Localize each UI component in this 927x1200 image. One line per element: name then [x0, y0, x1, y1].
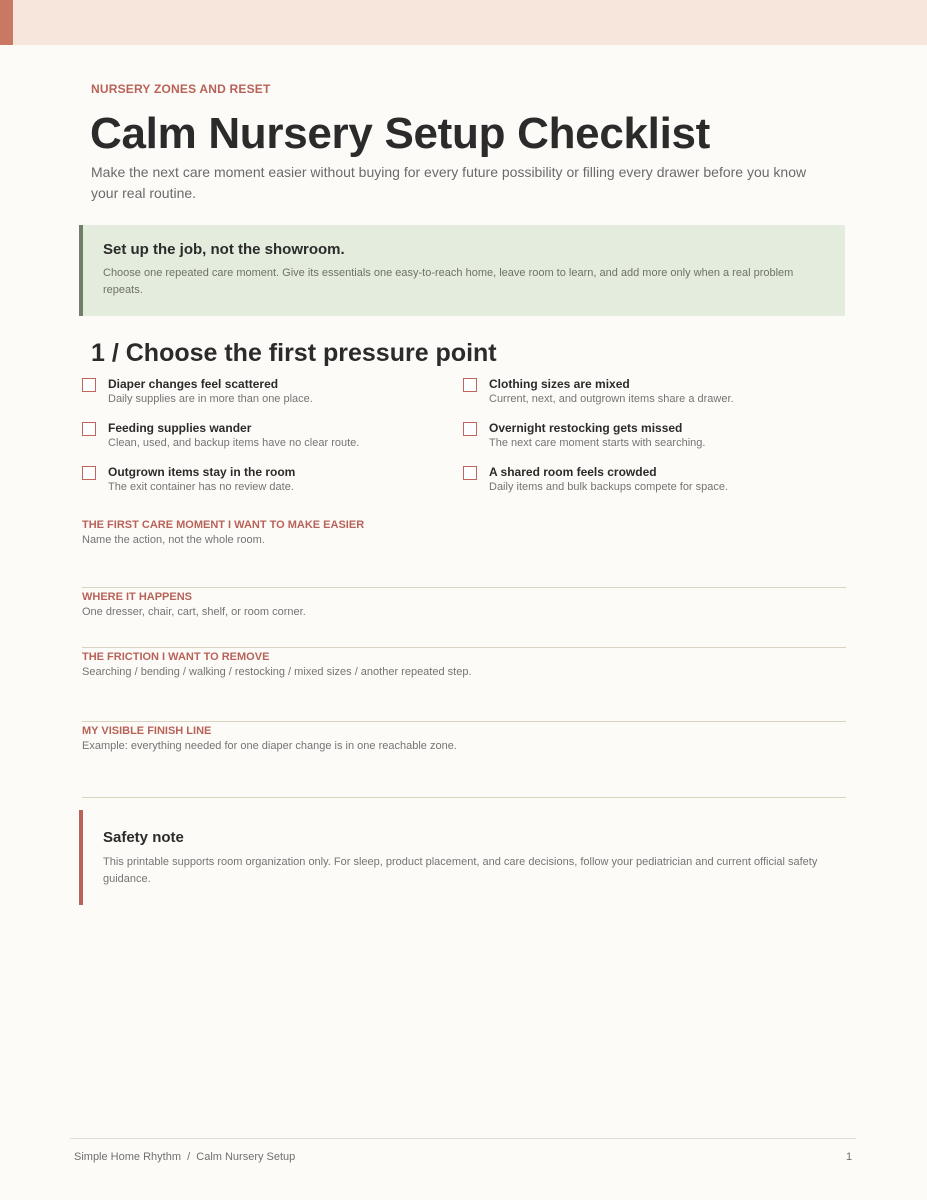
footer-breadcrumb-text: Simple Home Rhythm / Calm Nursery Setup	[74, 1151, 296, 1163]
top-accent-bar	[0, 0, 13, 45]
field-hint: Searching / bending / walking / restocking / mixed sizes / another repeated step.	[82, 666, 472, 678]
field-label: THE FIRST CARE MOMENT I WANT TO MAKE EASIER	[82, 519, 365, 531]
footer-divider	[70, 1138, 856, 1139]
checklist-item-description: Daily items and bulk backups compete for space.	[489, 481, 729, 493]
checkbox[interactable]	[82, 466, 96, 480]
tip-callout	[79, 225, 845, 316]
field-finish-line[interactable]	[82, 725, 846, 752]
checkbox[interactable]	[463, 422, 477, 436]
checkbox[interactable]	[82, 378, 96, 392]
checklist-item-title: Outgrown items stay in the room	[108, 465, 296, 479]
page-number: 1	[846, 1151, 853, 1163]
callout-body: Choose one repeated care moment. Give its essentials one easy-to-reach home, leave room to learn, and add more only when a real problem repeats.	[103, 267, 794, 296]
field-hint: Name the action, not the whole room.	[82, 534, 265, 546]
field-friction[interactable]	[82, 651, 846, 678]
safety-note	[79, 810, 845, 905]
checklist-item-title: Diaper changes feel scattered	[108, 377, 279, 391]
field-where-it-happens[interactable]	[82, 591, 846, 618]
write-line	[82, 797, 846, 798]
checklist-item-description: Clean, used, and backup items have no clear route.	[108, 437, 360, 449]
field-hint: Example: everything needed for one diaper change is in one reachable zone.	[82, 740, 457, 752]
eyebrow-label: NURSERY ZONES AND RESET	[91, 82, 271, 96]
field-label: WHERE IT HAPPENS	[82, 591, 193, 603]
checkbox[interactable]	[82, 422, 96, 436]
field-label: MY VISIBLE FINISH LINE	[82, 725, 212, 737]
checklist-item-description: Current, next, and outgrown items share a drawer.	[489, 393, 734, 405]
field-hint: One dresser, chair, cart, shelf, or room corner.	[82, 606, 306, 618]
section-title: 1 / Choose the first pressure point	[91, 339, 497, 367]
checklist-item-title: Clothing sizes are mixed	[489, 377, 630, 391]
checklist-item-description: The next care moment starts with searching.	[489, 437, 706, 449]
write-line	[82, 721, 846, 722]
page-subtitle: Make the next care moment easier without buying for every future possibility or filling every drawer before you know your real routine.	[91, 164, 807, 201]
checklist-item-description: The exit container has no review date.	[108, 481, 294, 493]
checkbox[interactable]	[463, 466, 477, 480]
page-title: Calm Nursery Setup Checklist	[90, 109, 711, 158]
field-first-care-moment[interactable]	[82, 519, 846, 546]
checkbox[interactable]	[463, 378, 477, 392]
checklist-item-title: Overnight restocking gets missed	[489, 421, 683, 435]
top-band	[0, 0, 927, 45]
footer-breadcrumb	[74, 1151, 295, 1163]
checklist-item-title: Feeding supplies wander	[108, 421, 252, 435]
checklist-item-title: A shared room feels crowded	[489, 465, 657, 479]
checklist-item-description: Daily supplies are in more than one place.	[108, 393, 313, 405]
safety-title: Safety note	[103, 829, 184, 846]
write-line	[82, 587, 846, 588]
safety-body: This printable supports room organization only. For sleep, product placement, and care decisions, follow your pediatrician and current official safety guidance.	[103, 856, 818, 885]
write-line	[82, 647, 846, 648]
callout-title: Set up the job, not the showroom.	[103, 241, 345, 258]
field-label: THE FRICTION I WANT TO REMOVE	[82, 651, 270, 663]
